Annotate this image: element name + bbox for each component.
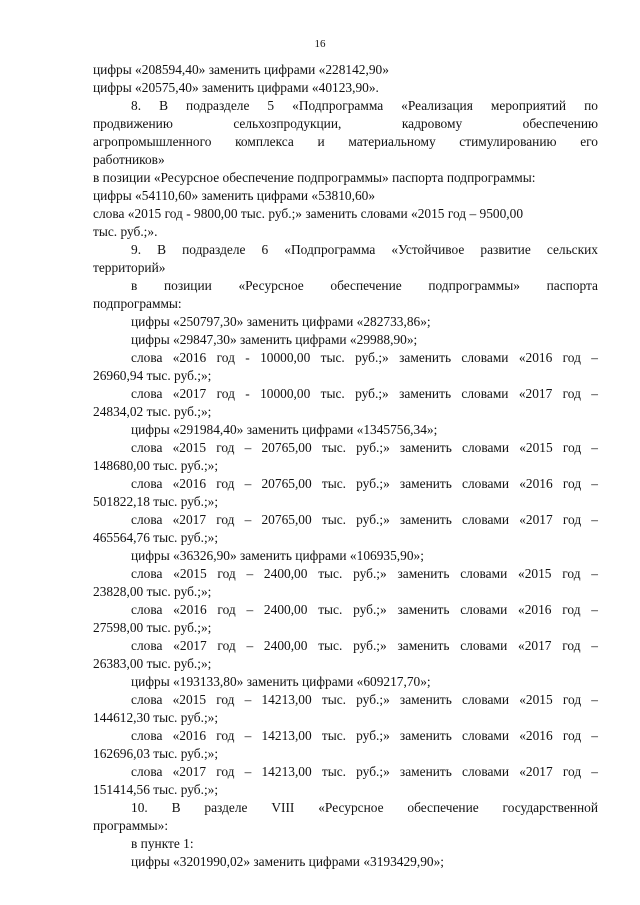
text-line: цифры «36326,90» заменить цифрами «106935,90»; (131, 548, 424, 563)
text-line: 501822,18 тыс. руб.;»; (93, 494, 219, 509)
text-line: цифры «54110,60» заменить цифрами «53810,60» (93, 188, 376, 203)
text-line: слова «2017 год – 2400,00 тыс. руб.;» заменить словами «2017 год – (131, 638, 598, 653)
text-line: слова «2015 год – 14213,00 тыс. руб.;» заменить словами «2015 год – (131, 692, 598, 707)
text-line: цифры «291984,40» заменить цифрами «1345756,34»; (131, 422, 438, 437)
text-line: продвижению сельхозпродукции, кадровому обеспечению (93, 116, 598, 131)
text-line: слова «2016 год – 14213,00 тыс. руб.;» заменить словами «2016 год – (131, 728, 598, 743)
page-number: 16 (314, 38, 326, 50)
text-line: слова «2016 год – 2400,00 тыс. руб.;» заменить словами «2016 год – (131, 602, 598, 617)
text-line: 26383,00 тыс. руб.;»; (93, 656, 212, 671)
text-line: агропромышленного комплекса и материальному стимулированию его (93, 134, 598, 149)
text-line: слова «2017 год – 20765,00 тыс. руб.;» заменить словами «2017 год – (131, 512, 598, 527)
text-line: 23828,00 тыс. руб.;»; (93, 584, 212, 599)
text-line: цифры «29847,30» заменить цифрами «29988,90»; (131, 332, 418, 347)
text-line: цифры «208594,40» заменить цифрами «228142,90» (93, 62, 389, 77)
text-line: тыс. руб.;». (93, 224, 158, 239)
document-body (93, 61, 598, 871)
text-line: слова «2017 год – 14213,00 тыс. руб.;» заменить словами «2017 год – (131, 764, 598, 779)
text-line: 8. В подразделе 5 «Подпрограмма «Реализация мероприятий по (131, 98, 598, 113)
text-line: слова «2015 год – 2400,00 тыс. руб.;» заменить словами «2015 год – (131, 566, 598, 581)
text-line: цифры «20575,40» заменить цифрами «40123,90». (93, 80, 379, 95)
text-line: 151414,56 тыс. руб.;»; (93, 782, 219, 797)
text-line: слова «2015 год – 20765,00 тыс. руб.;» заменить словами «2015 год – (131, 440, 598, 455)
text-line: 10. В разделе VIII «Ресурсное обеспечение государственной (131, 800, 598, 815)
text-line: 162696,03 тыс. руб.;»; (93, 746, 219, 761)
text-line: работников» (93, 152, 165, 167)
text-line: слова «2017 год - 10000,00 тыс. руб.;» заменить словами «2017 год – (131, 386, 598, 401)
text-line: цифры «193133,80» заменить цифрами «609217,70»; (131, 674, 431, 689)
text-line: 9. В подразделе 6 «Подпрограмма «Устойчивое развитие сельских (131, 242, 598, 257)
text-line: слова «2016 год – 20765,00 тыс. руб.;» заменить словами «2016 год – (131, 476, 598, 491)
text-line: слова «2016 год - 10000,00 тыс. руб.;» заменить словами «2016 год – (131, 350, 598, 365)
text-line: 148680,00 тыс. руб.;»; (93, 458, 219, 473)
text-line: 26960,94 тыс. руб.;»; (93, 368, 212, 383)
text-line: территорий» (93, 260, 166, 275)
text-line: слова «2015 год - 9800,00 тыс. руб.;» заменить словами «2015 год – 9500,00 (93, 206, 524, 221)
text-line: в пункте 1: (131, 836, 194, 851)
text-line: в позиции «Ресурсное обеспечение подпрограммы» паспорта подпрограммы: (93, 170, 536, 185)
text-line: 27598,00 тыс. руб.;»; (93, 620, 212, 635)
text-line: 24834,02 тыс. руб.;»; (93, 404, 212, 419)
text-line: 465564,76 тыс. руб.;»; (93, 530, 219, 545)
text-line: подпрограммы: (93, 296, 182, 311)
text-line: 144612,30 тыс. руб.;»; (93, 710, 219, 725)
text-line: цифры «250797,30» заменить цифрами «282733,86»; (131, 314, 431, 329)
text-line: в позиции «Ресурсное обеспечение подпрограммы» паспорта (131, 278, 598, 293)
text-line: цифры «3201990,02» заменить цифрами «3193429,90»; (131, 854, 445, 869)
text-line: программы»: (93, 818, 169, 833)
